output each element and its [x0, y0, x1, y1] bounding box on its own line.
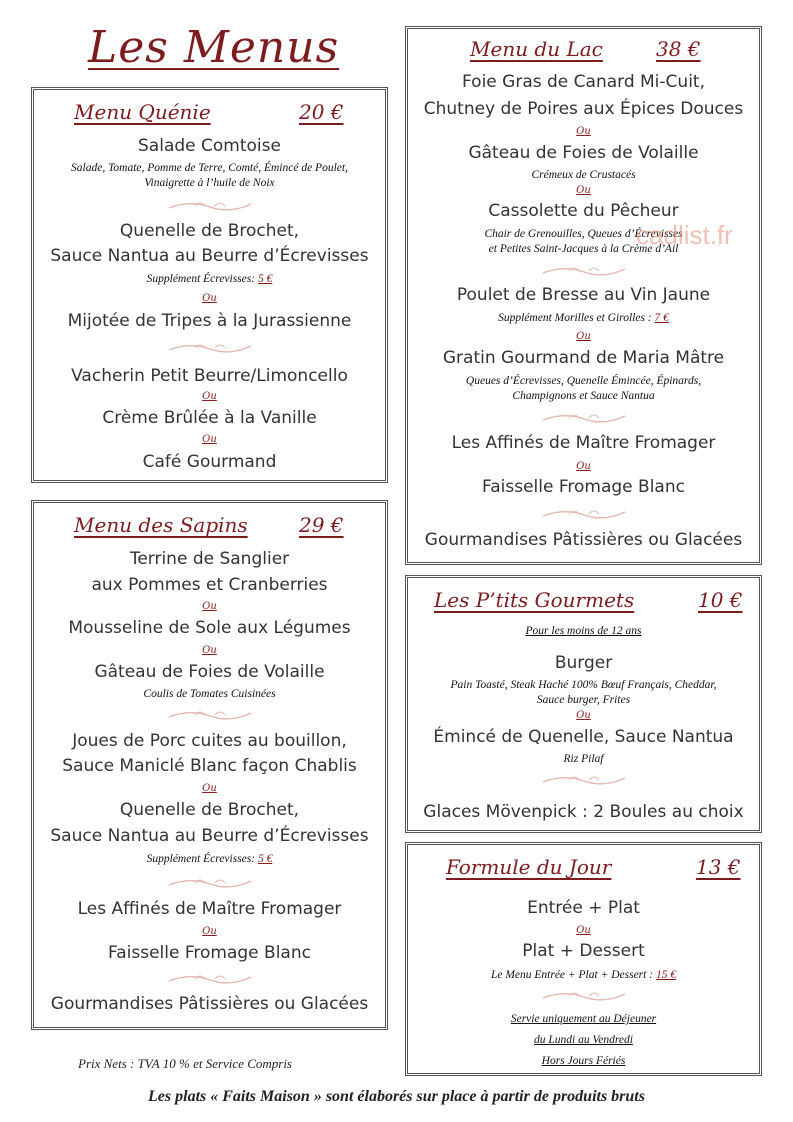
formule-note: Servie uniquement au Déjeuner: [510, 1013, 657, 1025]
or-separator: Ou: [202, 293, 217, 304]
flourish-divider: [165, 340, 255, 356]
formule-full-label: Le Menu Entrée + Plat + Dessert :: [490, 969, 654, 981]
supplement-label: Supplément Morilles et Girolles :: [498, 312, 652, 324]
formule-full-price: 15 €: [655, 969, 677, 981]
dish-quenelle-sauce: Sauce Nantua au Beurre d’Écrevisses: [50, 246, 369, 266]
dish-description: Pain Toasté, Steak Haché 100% Bœuf Français, Cheddar,: [450, 679, 717, 691]
dish-description: Queues d’Écrevisses, Quenelle Émincée, Épinards,: [465, 375, 702, 387]
menu-lac-name: Menu du Lac: [470, 37, 603, 61]
dish-terrine-garnish: aux Pommes et Cranberries: [91, 575, 328, 595]
dish-gateau-foies: Gâteau de Foies de Volaille: [468, 143, 699, 163]
flourish-divider: [165, 707, 255, 723]
flourish-divider: [539, 263, 629, 279]
dish-mousseline: Mousseline de Sole aux Légumes: [68, 618, 351, 638]
dish-description: et Petites Saint-Jacques à la Crème d’Ail: [488, 243, 679, 255]
dish-faisselle: Faisselle Fromage Blanc: [482, 477, 685, 497]
menu-sapins-card: [31, 500, 388, 1030]
formule-option-plat-dessert: Plat + Dessert: [522, 941, 645, 961]
supplement-line: [408, 312, 759, 324]
dish-foie-gras: Foie Gras de Canard Mi-Cuit,: [462, 72, 705, 92]
supplement-price: 5 €: [257, 853, 273, 865]
dish-gourmandises: Gourmandises Pâtissières ou Glacées: [424, 530, 743, 550]
or-separator: Ou: [202, 645, 217, 656]
supplement-label: Supplément Écrevisses:: [146, 853, 256, 865]
dish-quenelle-sauce: Sauce Nantua au Beurre d’Écrevisses: [50, 826, 369, 846]
supplement-price: 7 €: [654, 312, 669, 324]
flourish-divider: [165, 198, 255, 214]
supplement-label: Supplément Écrevisses:: [146, 273, 256, 285]
dish-fromage: Les Affinés de Maître Fromager: [77, 899, 342, 919]
formule-note: du Lundi au Vendredi: [534, 1034, 633, 1046]
or-separator: Ou: [202, 434, 217, 445]
dish-burger: Burger: [554, 653, 613, 673]
dish-salade-comtoise: Salade Comtoise: [138, 136, 281, 156]
or-separator: Ou: [202, 926, 217, 937]
flourish-divider: [165, 971, 255, 987]
dish-creme-brulee: Crème Brûlée à la Vanille: [102, 408, 317, 428]
dish-vacherin: Vacherin Petit Beurre/Limoncello: [71, 366, 348, 386]
or-separator: Ou: [576, 710, 591, 721]
dish-cafe-gourmand: Café Gourmand: [142, 452, 277, 472]
or-separator: Ou: [202, 391, 217, 402]
or-separator: Ou: [576, 126, 591, 137]
menu-ptits-card: [405, 575, 762, 833]
formule-price: 13 €: [696, 855, 741, 879]
dish-description: Coulis de Tomates Cuisinées: [143, 688, 276, 700]
dish-mijotee: Mijotée de Tripes à la Jurassienne: [67, 311, 352, 331]
menu-ptits-price: 10 €: [698, 588, 743, 612]
flourish-divider: [539, 988, 629, 1004]
menu-quenie-card: [31, 87, 388, 483]
flourish-divider: [165, 875, 255, 891]
formule-full-menu: [408, 969, 759, 981]
formule-option-entree-plat: Entrée + Plat: [527, 898, 640, 918]
menu-lac-card: [405, 26, 762, 565]
formule-name: Formule du Jour: [446, 855, 612, 879]
dish-description: Vinaigrette à l’huile de Noix: [144, 177, 275, 189]
kids-subtitle: Pour les moins de 12 ans: [525, 625, 642, 637]
dish-gateau-foies: Gâteau de Foies de Volaille: [94, 662, 325, 682]
menu-quenie-price: 20 €: [299, 100, 344, 124]
dish-description: Sauce burger, Frites: [536, 694, 631, 706]
formule-note: Hors Jours Fériés: [541, 1055, 626, 1067]
or-separator: Ou: [576, 185, 591, 196]
dish-fromage: Les Affinés de Maître Fromager: [451, 433, 716, 453]
or-separator: Ou: [576, 925, 591, 936]
footer-statement: Les plats « Faits Maison » sont élaborés sur place à partir de produits bruts: [148, 1088, 645, 1105]
dish-quenelle: Quenelle de Brochet,: [119, 800, 300, 820]
dish-gratin: Gratin Gourmand de Maria Mâtre: [442, 348, 725, 368]
dish-joues-porc-sauce: Sauce Maniclé Blanc façon Chablis: [62, 756, 357, 776]
supplement-price: 5 €: [257, 273, 273, 285]
dish-description: Chair de Grenouilles, Queues d’Écrevisses: [484, 228, 683, 240]
supplement-line: [34, 853, 385, 865]
dish-terrine: Terrine de Sanglier: [129, 549, 290, 569]
menu-ptits-name: Les P’tits Gourmets: [434, 588, 635, 612]
or-separator: Ou: [202, 601, 217, 612]
or-separator: Ou: [576, 461, 591, 472]
dish-quenelle: Quenelle de Brochet,: [119, 221, 300, 241]
watermark: cadlist.fr: [636, 220, 733, 250]
dish-description: Crémeux de Crustacés: [531, 169, 636, 181]
menu-sapins-price: 29 €: [299, 513, 344, 537]
flourish-divider: [539, 410, 629, 426]
dish-joues-porc: Joues de Porc cuites au bouillon,: [72, 731, 347, 751]
dish-glaces: Glaces Mövenpick : 2 Boules au choix: [423, 802, 744, 822]
flourish-divider: [539, 506, 629, 522]
menu-sapins-name: Menu des Sapins: [74, 513, 248, 537]
dish-gourmandises: Gourmandises Pâtissières ou Glacées: [50, 994, 369, 1014]
supplement-line: [34, 273, 385, 285]
flourish-divider: [539, 772, 629, 788]
dish-description: Champignons et Sauce Nantua: [512, 390, 655, 402]
menu-quenie-name: Menu Quénie: [74, 100, 211, 124]
dish-faisselle: Faisselle Fromage Blanc: [108, 943, 311, 963]
dish-cassolette: Cassolette du Pêcheur: [488, 201, 679, 221]
price-note: Prix Nets : TVA 10 % et Service Compris: [78, 1056, 292, 1071]
dish-emince-quenelle: Émincé de Quenelle, Sauce Nantua: [433, 727, 734, 747]
or-separator: Ou: [576, 331, 591, 342]
dish-description: Salade, Tomate, Pomme de Terre, Comté, Émincé de Poulet,: [71, 162, 348, 174]
menu-lac-price: 38 €: [656, 37, 701, 61]
or-separator: Ou: [202, 783, 217, 794]
page-title: Les Menus: [88, 22, 340, 73]
formule-card: [405, 842, 762, 1076]
dish-foie-gras-chutney: Chutney de Poires aux Épices Douces: [423, 99, 744, 119]
dish-description: Riz Pilaf: [563, 753, 604, 765]
dish-poulet-bresse: Poulet de Bresse au Vin Jaune: [456, 285, 711, 305]
